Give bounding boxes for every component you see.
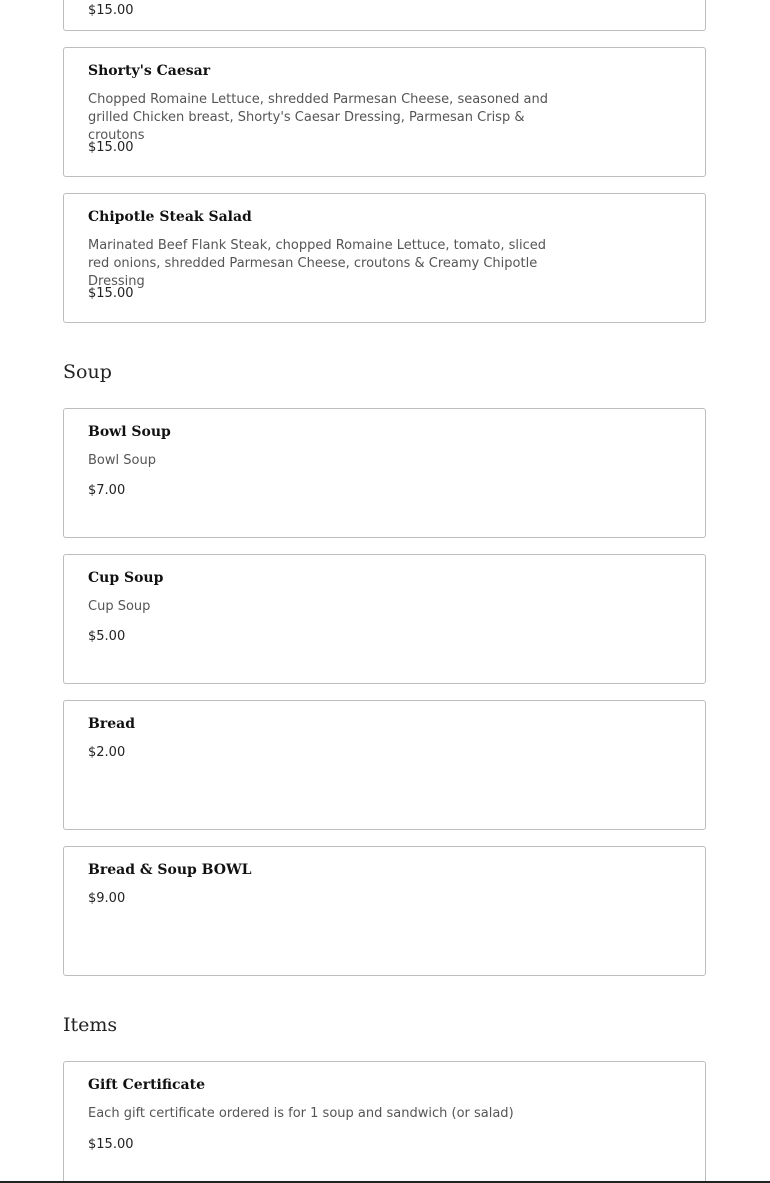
menu-item-price: $2.00 — [88, 745, 126, 760]
menu-item-name: Shorty's Caesar — [88, 63, 211, 79]
menu-item-price: $7.00 — [88, 483, 126, 498]
menu-item-price: $5.00 — [88, 629, 126, 644]
menu-item-card[interactable] — [63, 554, 706, 684]
menu-item-price: $9.00 — [88, 891, 126, 906]
menu-item-card[interactable] — [63, 193, 706, 323]
menu-item-name: Bowl Soup — [88, 424, 171, 440]
menu-item-name: Cup Soup — [88, 570, 164, 586]
menu-item-description: Marinated Beef Flank Steak, chopped Romaine Lettuce, tomato, sliced red onions, shredded Parmesan Cheese, croutons & Creamy Chipotle Dressing — [88, 238, 546, 289]
menu-item-price: $15.00 — [88, 3, 134, 18]
menu-item-price: $15.00 — [88, 140, 134, 155]
menu-item-name: Bread — [88, 716, 135, 732]
menu-item-name: Chipotle Steak Salad — [88, 209, 252, 225]
section-title-soup: Soup — [63, 361, 112, 383]
menu-item-card[interactable] — [63, 846, 706, 976]
menu-item-price: $15.00 — [88, 286, 134, 301]
menu-item-price: $15.00 — [88, 1137, 134, 1152]
menu-item-card[interactable] — [63, 0, 706, 31]
menu-item-card[interactable] — [63, 700, 706, 830]
section-title-items: Items — [63, 1014, 118, 1036]
menu-item-description: Each gift certificate ordered is for 1 soup and sandwich (or salad) — [88, 1106, 514, 1121]
menu-item-card[interactable] — [63, 47, 706, 177]
menu-item-name: Gift Certificate — [88, 1077, 205, 1093]
menu-item-description: Bowl Soup — [88, 453, 156, 468]
menu-item-card[interactable] — [63, 1061, 706, 1183]
menu-item-card[interactable] — [63, 408, 706, 538]
menu-item-description: Chopped Romaine Lettuce, shredded Parmesan Cheese, seasoned and grilled Chicken breast, Shorty's Caesar Dressing, Parmesan Crisp & croutons — [88, 92, 548, 143]
menu-item-description: Cup Soup — [88, 599, 151, 614]
menu-item-name: Bread & Soup BOWL — [88, 862, 252, 878]
